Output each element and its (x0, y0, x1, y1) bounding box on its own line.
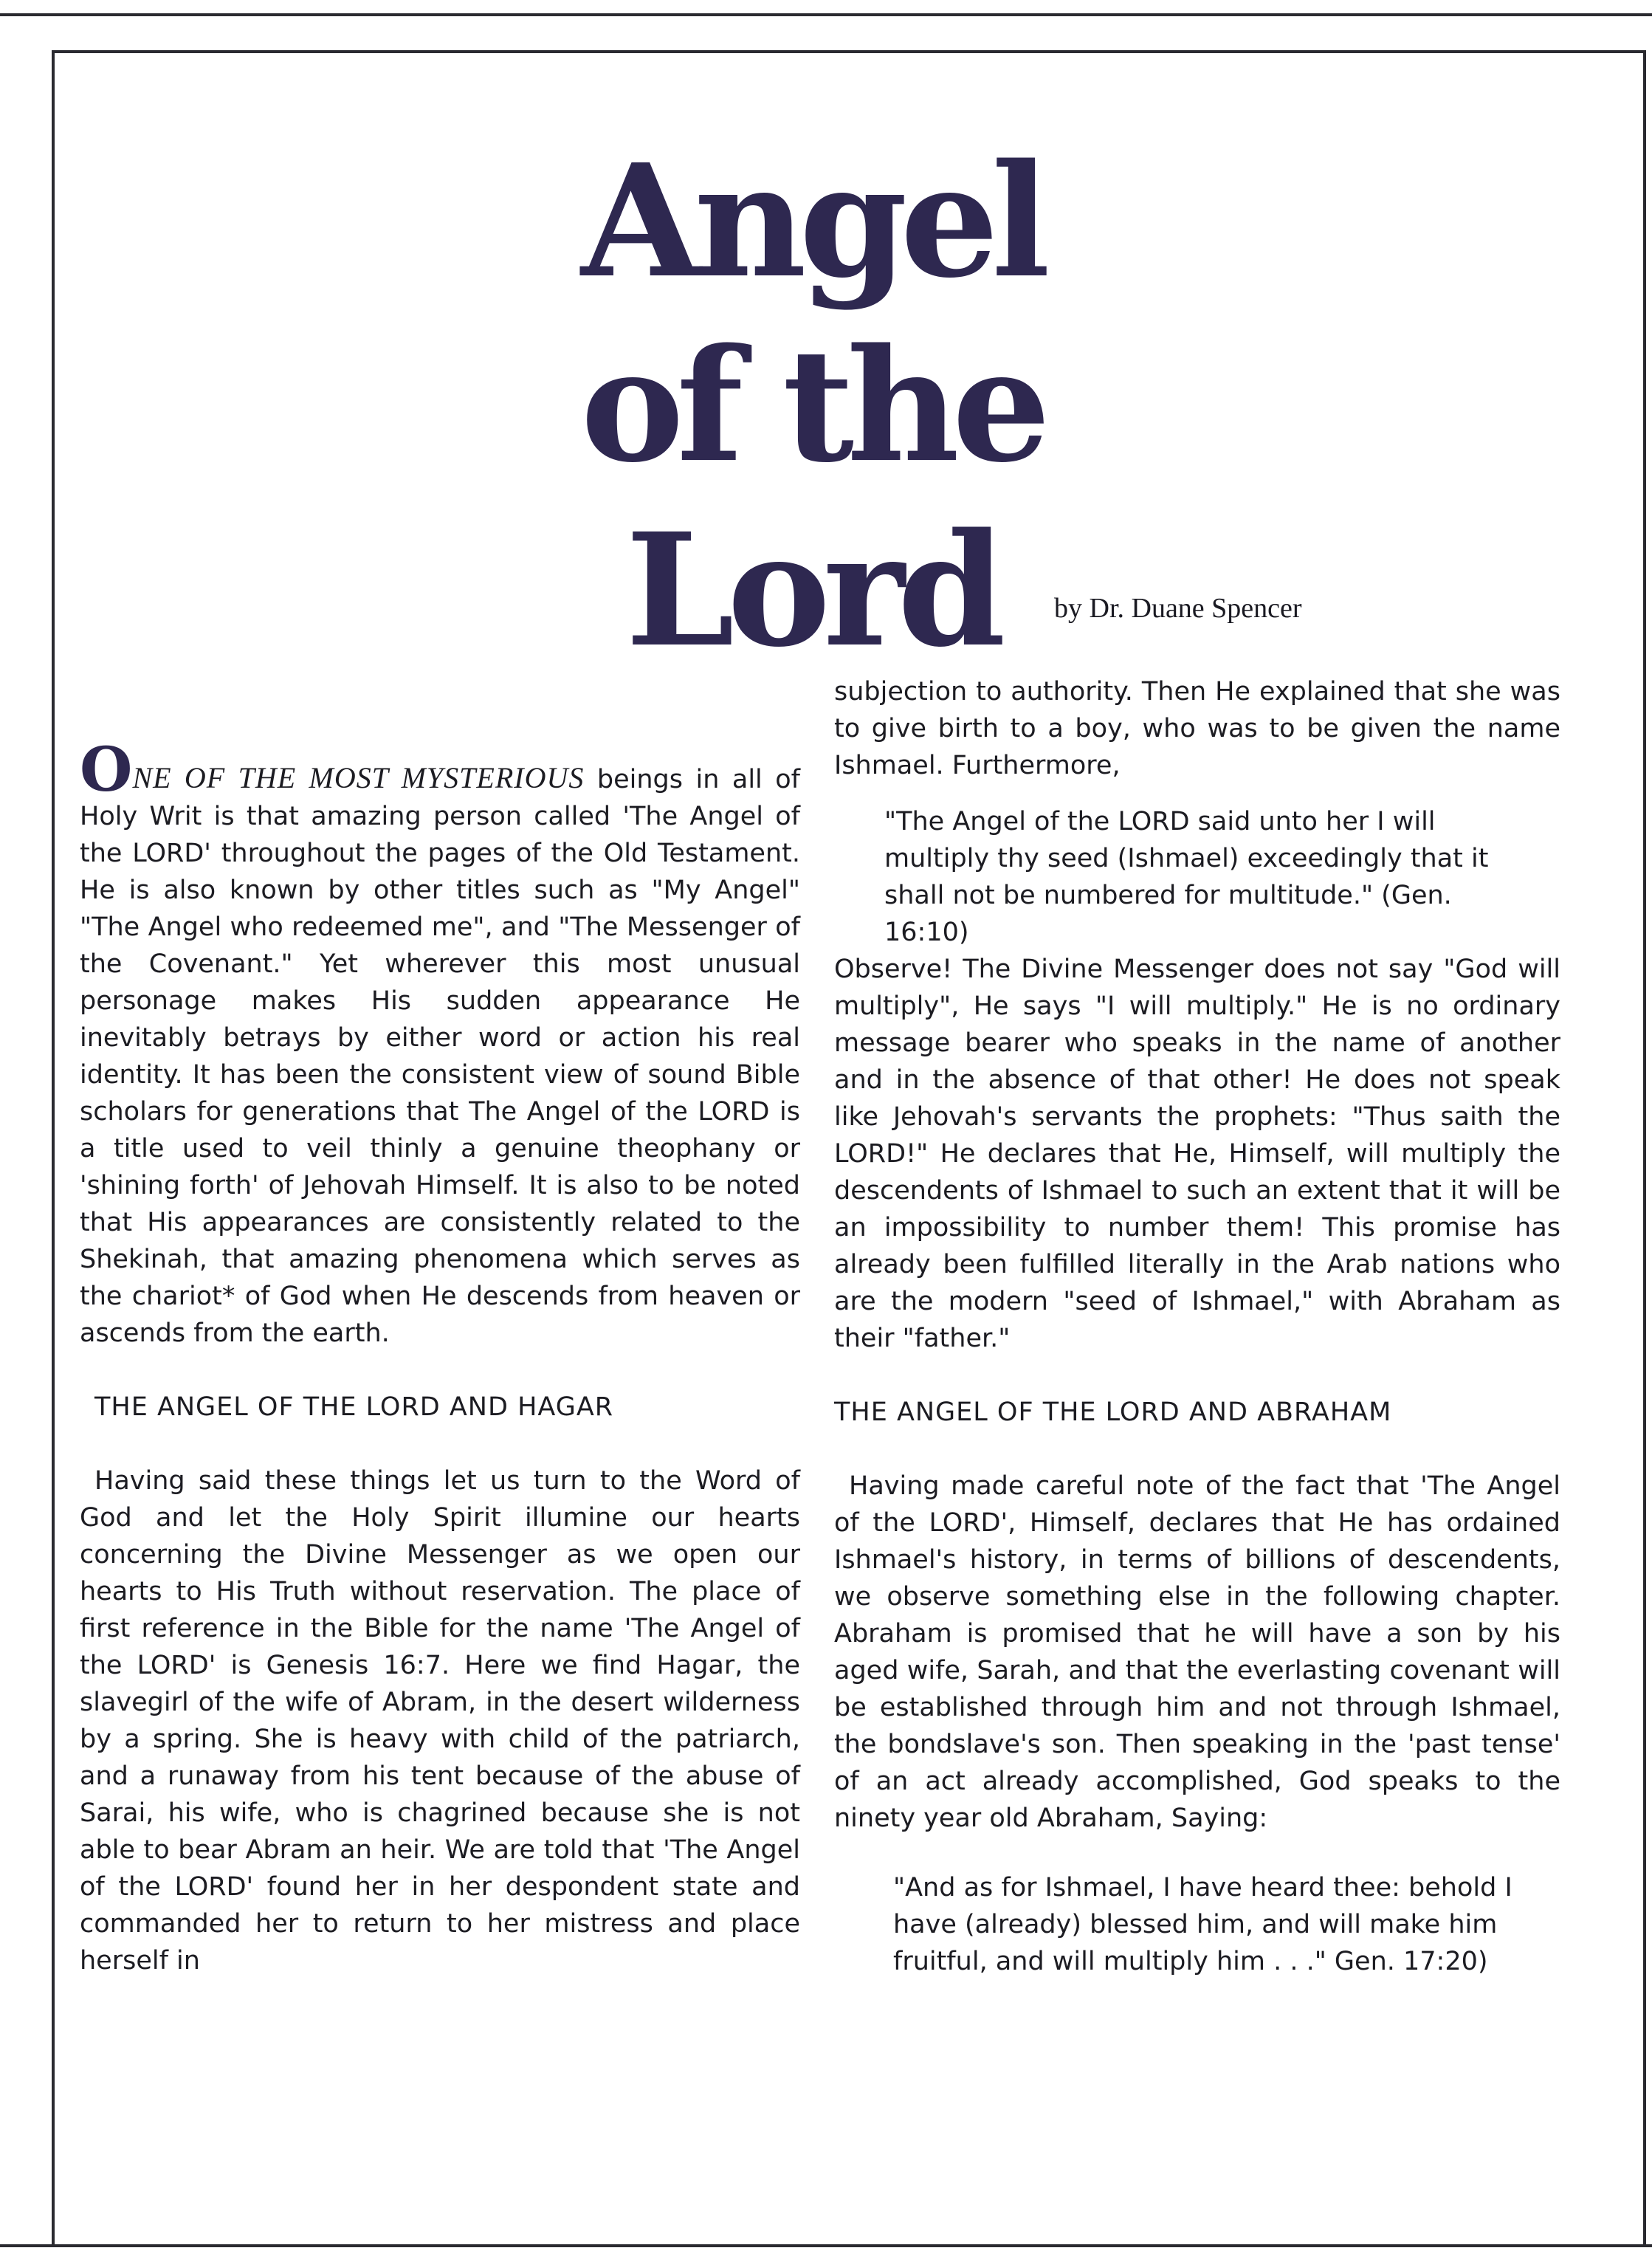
intro-text: beings in all of Holy Writ is that amazing person called 'The Angel of the LORD' throughout the pages of the Old Testament. He is also known by other titles such as "My Angel" "The Angel who redeemed me", and "The Messenger of the Covenant." Yet wherever this most unusual personage makes His sudden appearance He inevitably betrays by either word or action his real identity. It has been the consistent view of sound Bible scholars for generations that The Angel of the LORD is a title used to veil thinly a genuine theophany or 'shining forth' of Jehovah Himself. It is also to be noted that His appearances are consistently related to the Shekinah, that amazing phenomena which serves as the chariot* of God when He descends from heaven or ascends from the earth. (80, 765, 800, 1348)
intro-paragraph (80, 735, 800, 1352)
right-column (834, 673, 1560, 1980)
byline: by Dr. Duane Spencer (1054, 593, 1302, 624)
title-line-1: Angel (581, 130, 1043, 312)
quote-1-text: "The Angel of the LORD said unto her I will multiply thy seed (Ishmael) exceedingly that it shall not be numbered for multitude." (Gen. 16:10) (884, 807, 1489, 947)
bottom-rule (0, 2244, 1652, 2247)
scripture-quote-1 (834, 803, 1560, 951)
title-line-3: Lord (625, 499, 999, 681)
left-rule (52, 53, 55, 2244)
drop-cap: O (80, 735, 133, 805)
hagar-paragraph: Having said these things let us turn to the Word of God and let the Holy Spirit illumine our hearts concerning the Divine Messenger as we open our hearts to His Truth without reservation. The place of first reference in the Bible for the name 'The Angel of the LORD' is Genesis 16:7. Here we find Hagar, the slavegirl of the wife of Abram, in the desert wilderness by a spring. She is heavy with child of the patriarch, and a runaway from his tent because of the abuse of Sarai, his wife, who is chagrined because she is not able to bear Abram an heir. We are told that 'The Angel of the LORD' found her in her despondent state and commanded her to return to her mistress and place herself in (80, 1466, 800, 1976)
section-heading-abraham: THE ANGEL OF THE LORD AND ABRAHAM (834, 1398, 1392, 1427)
lead-caps: NE OF THE MOST MYSTERIOUS (132, 761, 585, 794)
quote-2-text: "And as for Ishmael, I have heard thee: behold I have (already) blessed him, and will make him fruitful, and will multiply him . . ." Gen. 17:20) (893, 1873, 1512, 1976)
title-line-2: of the (580, 314, 1044, 497)
left-column (80, 735, 800, 1979)
scripture-quote-2 (834, 1869, 1560, 1980)
observe-paragraph: Observe! The Divine Messenger does not say "God will multiply", He says "I will multiply." He is no ordinary message bearer who speaks in the name of another and in the absence of that other! He does not speak like Jehovah's servants the prophets: "Thus saith the LORD!" He declares that He, Himself, will multiply the descendents of Ishmael to such an extent that it will be an impossibility to number them! This promise has already been fulfilled literally in the Arab nations who are the modern "seed of Ishmael," with Abraham as their "father." (834, 955, 1560, 1353)
section-heading-hagar: THE ANGEL OF THE LORD AND HAGAR (94, 1392, 614, 1422)
top-rule (0, 13, 1652, 16)
abraham-paragraph: Having made careful note of the fact that 'The Angel of the LORD', Himself, declares that He has ordained Ishmael's history, in terms of billions of descendents, we observe something else in the following chapter. Abraham is promised that he will have a son by his aged wife, Sarah, and that the everlasting covenant will be established through him and not through Ishmael, the bondslave's son. Then speaking in the 'past tense' of an act already accomplished, God speaks to the ninety year old Abraham, Saying: (834, 1471, 1560, 1833)
continuation-paragraph: subjection to authority. Then He explained that she was to give birth to a boy, who was to be given the name Ishmael. Furthermore, (834, 677, 1560, 780)
